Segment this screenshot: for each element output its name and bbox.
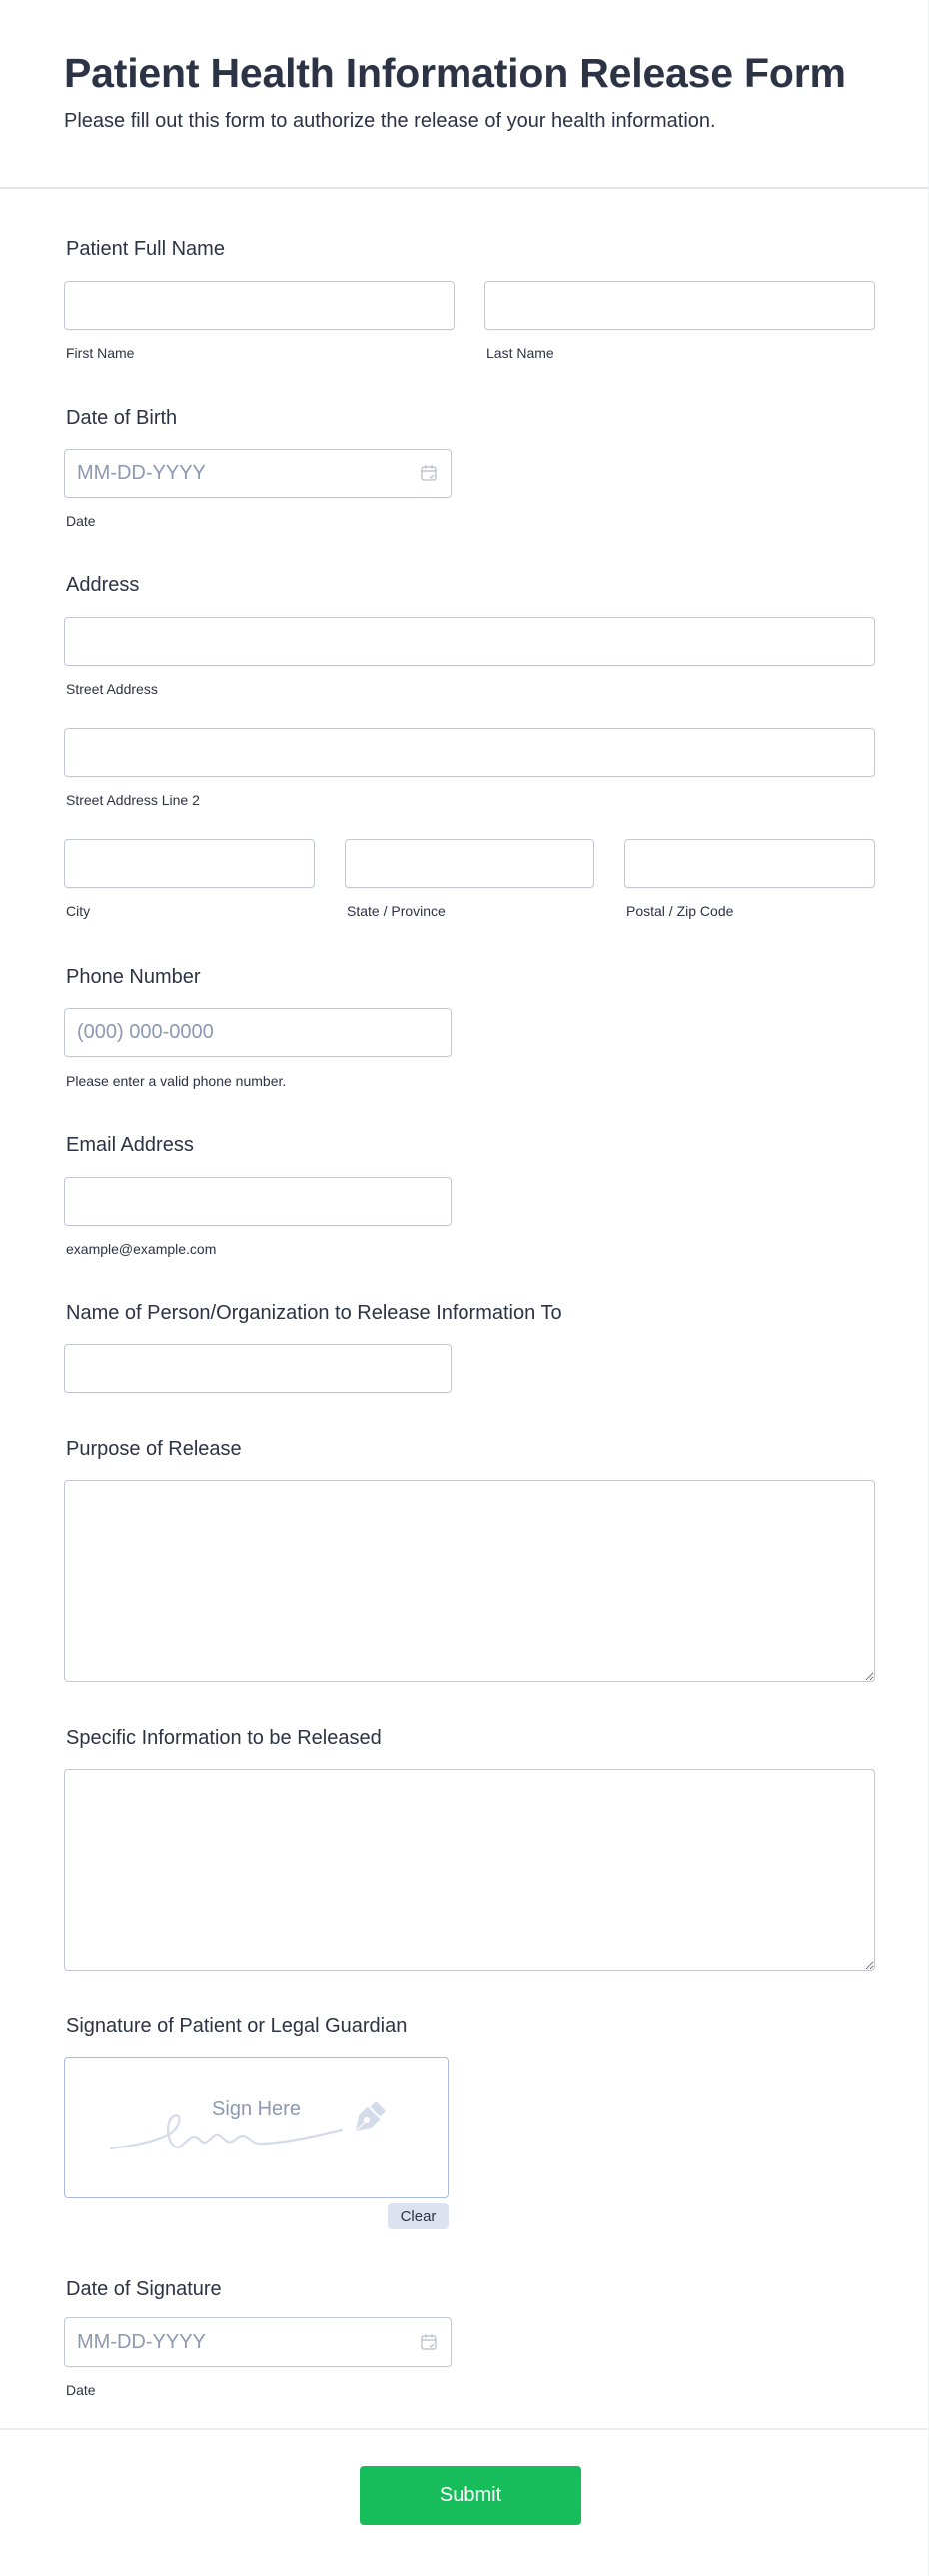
- zip-sublabel: Postal / Zip Code: [626, 903, 734, 919]
- email-input[interactable]: [64, 1177, 452, 1226]
- calendar-icon[interactable]: [419, 463, 439, 483]
- form-subtitle: Please fill out this form to authorize the release of your health information.: [64, 110, 716, 132]
- city-sublabel: City: [66, 903, 91, 919]
- footer-divider: [0, 2428, 928, 2430]
- email-sublabel: example@example.com: [66, 1241, 217, 1257]
- clear-signature-button[interactable]: Clear: [388, 2203, 449, 2229]
- signature-label: Signature of Patient or Legal Guardian: [66, 2015, 408, 2037]
- first-name-sublabel: First Name: [66, 345, 135, 361]
- street-address-line2-input[interactable]: [64, 728, 875, 777]
- submit-button[interactable]: Submit: [360, 2466, 581, 2525]
- street-address-sublabel: Street Address: [66, 681, 158, 697]
- last-name-input[interactable]: [484, 281, 875, 330]
- phone-input[interactable]: [64, 1008, 452, 1057]
- street-address-line2-sublabel: Street Address Line 2: [66, 792, 200, 808]
- phone-label: Phone Number: [66, 966, 201, 988]
- street-address-input[interactable]: [64, 617, 875, 666]
- zip-input[interactable]: [624, 839, 875, 888]
- header-divider: [0, 187, 928, 189]
- address-label: Address: [66, 574, 140, 596]
- specific-info-label: Specific Information to be Released: [66, 1727, 382, 1749]
- first-name-input[interactable]: [64, 281, 455, 330]
- recipient-label: Name of Person/Organization to Release Information To: [66, 1302, 562, 1324]
- full-name-label: Patient Full Name: [66, 238, 225, 260]
- email-label: Email Address: [66, 1134, 194, 1156]
- city-input[interactable]: [64, 839, 315, 888]
- dob-label: Date of Birth: [66, 407, 178, 429]
- dob-sublabel: Date: [66, 513, 96, 529]
- calendar-icon[interactable]: [419, 2332, 439, 2352]
- state-input[interactable]: [345, 839, 594, 888]
- signature-date-label: Date of Signature: [66, 2278, 222, 2300]
- signature-date-input[interactable]: [64, 2317, 452, 2367]
- purpose-textarea[interactable]: [64, 1480, 875, 1682]
- recipient-input[interactable]: [64, 1344, 452, 1393]
- signature-pad[interactable]: [64, 2057, 449, 2198]
- last-name-sublabel: Last Name: [486, 345, 554, 361]
- state-sublabel: State / Province: [347, 903, 446, 919]
- phone-sublabel: Please enter a valid phone number.: [66, 1073, 287, 1089]
- pen-nib-icon: [345, 2098, 389, 2142]
- specific-info-textarea[interactable]: [64, 1769, 875, 1971]
- signature-placeholder: Sign Here: [212, 2098, 301, 2120]
- dob-input[interactable]: [64, 449, 452, 498]
- signature-date-sublabel: Date: [66, 2382, 96, 2398]
- purpose-label: Purpose of Release: [66, 1438, 242, 1460]
- form-title: Patient Health Information Release Form: [64, 50, 846, 96]
